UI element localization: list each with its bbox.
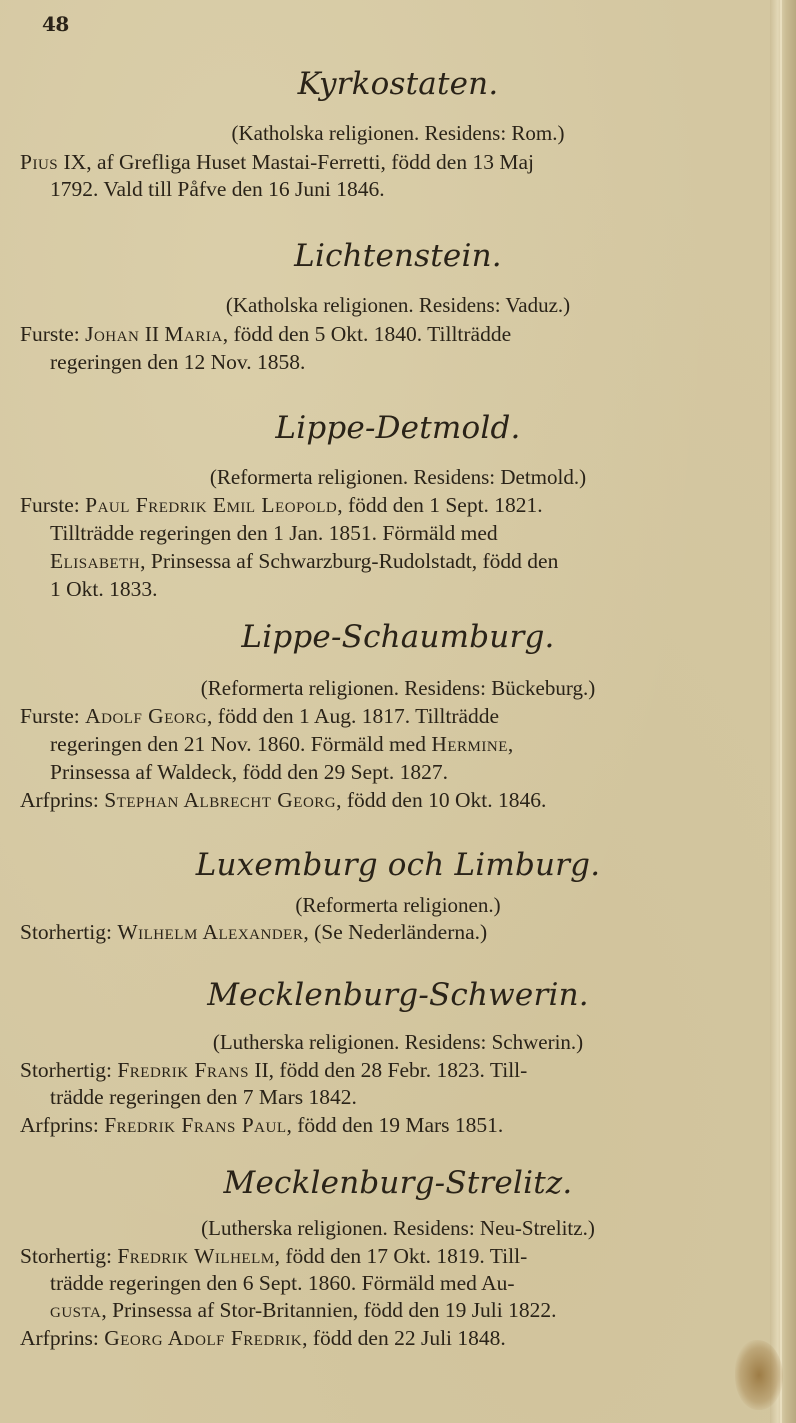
- entry-text: Tillträdde regeringen den 1 Jan. 1851. Förmäld med: [50, 521, 498, 545]
- person-name: Fredrik Frans: [117, 1058, 249, 1082]
- entry-text: II: [139, 322, 165, 346]
- entry-text: regeringen den 21 Nov. 1860. Förmäld med: [50, 732, 432, 756]
- entry-line: [50, 521, 498, 546]
- person-name: Pius: [20, 150, 59, 174]
- entry-text: 1792. Vald till Påfve den 16 Juni 1846.: [50, 177, 385, 201]
- entry-text: , Prinsessa af Stor-Britannien, född den 19 Juli 1822.: [101, 1298, 557, 1322]
- religion-line: (Reformerta religionen. Residens: Bückeburg.): [200, 676, 596, 700]
- entry-text: , Prinsessa af Schwarzburg-Rudolstadt, född den: [140, 549, 559, 573]
- entry-text: Furste:: [20, 493, 86, 517]
- gutter-highlight: [780, 0, 782, 1423]
- entry-text: II, född den 28 Febr. 1823. Till-: [248, 1058, 528, 1082]
- entry-line: [50, 732, 513, 757]
- entry-text: Arfprins:: [20, 1326, 105, 1350]
- entry-text: ,: [507, 732, 514, 756]
- person-name: Adolf Georg: [85, 704, 208, 728]
- entry-line: [50, 1298, 557, 1323]
- person-name: Georg Adolf Fredrik: [104, 1326, 303, 1350]
- entry-text: Storhertig:: [20, 1058, 118, 1082]
- entry-line: [50, 177, 385, 202]
- entry-text: IX, af Grefliga Huset Mastai-Ferretti, född den 13 Maj: [58, 150, 534, 174]
- section-title-kyrkostaten: Kyrkostaten.: [297, 66, 499, 102]
- person-name: Paul Fredrik Emil Leopold: [85, 493, 338, 517]
- person-name: Stephan Albrecht Georg: [104, 788, 337, 812]
- entry-text: Furste:: [20, 704, 86, 728]
- entry-line: [20, 150, 534, 175]
- person-name: Maria: [164, 322, 223, 346]
- religion-line: (Reformerta religionen. Residens: Detmold.): [209, 465, 587, 489]
- person-name: Hermine: [431, 732, 508, 756]
- entry-line: [20, 920, 487, 945]
- section-title-mecklenburg-strelitz: Mecklenburg-Strelitz.: [223, 1165, 573, 1201]
- section-title-lippe-detmold: Lippe-Detmold.: [275, 410, 521, 446]
- entry-line: [50, 549, 558, 574]
- entry-text: , född den 1 Aug. 1817. Tillträdde: [207, 704, 500, 728]
- section-title-luxemburg: Luxemburg och Limburg.: [195, 847, 601, 883]
- entry-text: Arfprins:: [20, 1113, 105, 1137]
- entry-text: , född den 17 Okt. 1819. Till-: [274, 1244, 528, 1268]
- entry-text: , född den 1 Sept. 1821.: [337, 493, 543, 517]
- paper-stain: [735, 1340, 783, 1410]
- entry-text: trädde regeringen den 6 Sept. 1860. Förmäld med Au-: [50, 1271, 515, 1295]
- entry-line: [20, 704, 499, 729]
- section-title-mecklenburg-schwerin: Mecklenburg-Schwerin.: [207, 977, 589, 1013]
- section-title-lippe-schaumburg: Lippe-Schaumburg.: [241, 619, 555, 655]
- entry-line: [20, 788, 546, 813]
- entry-line: [50, 760, 448, 785]
- person-name: gusta: [50, 1298, 102, 1322]
- entry-text: trädde regeringen den 7 Mars 1842.: [50, 1085, 357, 1109]
- person-name: Wilhelm Alexander: [117, 920, 304, 944]
- person-name: Fredrik Wilhelm: [117, 1244, 275, 1268]
- entry-text: , (Se Nederländerna.): [303, 920, 488, 944]
- entry-line: [20, 1326, 506, 1351]
- entry-line: [20, 493, 543, 518]
- entry-text: Storhertig:: [20, 920, 118, 944]
- page-gutter: [770, 0, 796, 1423]
- person-name: Johan: [85, 322, 140, 346]
- entry-text: Furste:: [20, 322, 86, 346]
- entry-text: , född den 10 Okt. 1846.: [336, 788, 547, 812]
- entry-line: [50, 1085, 357, 1110]
- religion-line: (Reformerta religionen.): [295, 893, 501, 917]
- entry-text: , född den 22 Juli 1848.: [302, 1326, 506, 1350]
- religion-line: (Katholska religionen. Residens: Vaduz.): [225, 293, 571, 317]
- entry-line: [50, 1271, 515, 1296]
- entry-text: Arfprins:: [20, 788, 105, 812]
- religion-line: (Lutherska religionen. Residens: Schwerin.): [212, 1030, 584, 1054]
- section-title-lichtenstein: Lichtenstein.: [294, 238, 502, 274]
- entry-text: regeringen den 12 Nov. 1858.: [50, 350, 306, 374]
- entry-line: [20, 322, 511, 347]
- entry-text: 1 Okt. 1833.: [50, 577, 158, 601]
- page-number: 48: [42, 12, 69, 36]
- entry-text: Prinsessa af Waldeck, född den 29 Sept. 1827.: [50, 760, 448, 784]
- entry-text: , född den 5 Okt. 1840. Tillträdde: [222, 322, 512, 346]
- religion-line: (Katholska religionen. Residens: Rom.): [231, 121, 565, 145]
- person-name: Fredrik Frans Paul: [104, 1113, 287, 1137]
- entry-line: [50, 577, 158, 602]
- entry-text: Storhertig:: [20, 1244, 118, 1268]
- entry-text: , född den 19 Mars 1851.: [286, 1113, 504, 1137]
- entry-line: [20, 1058, 527, 1083]
- religion-line: (Lutherska religionen. Residens: Neu-Strelitz.): [201, 1216, 595, 1240]
- entry-line: [20, 1113, 503, 1138]
- entry-line: [50, 350, 305, 375]
- entry-line: [20, 1244, 527, 1269]
- person-name: Elisabeth: [50, 549, 141, 573]
